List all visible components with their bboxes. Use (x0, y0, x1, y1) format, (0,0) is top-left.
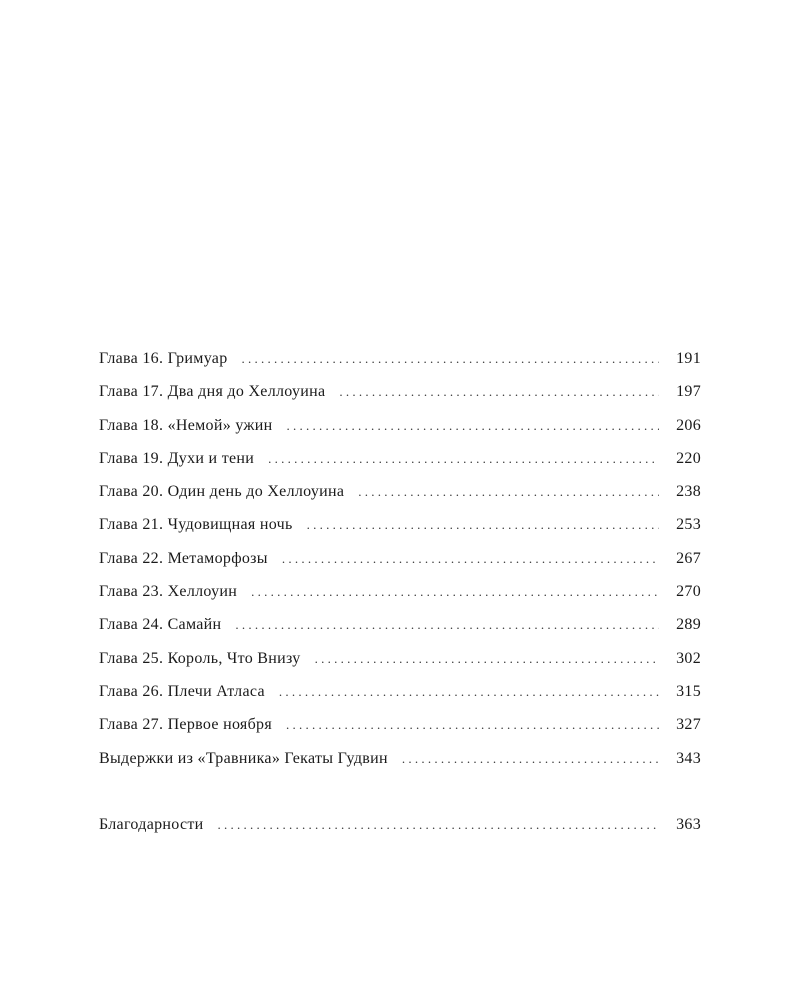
toc-entry-title: Глава 23. Хеллоуин (99, 583, 238, 601)
dot-leader (307, 514, 659, 536)
toc-entry-page: 220 (676, 449, 701, 467)
dot-leader (218, 814, 659, 836)
toc-entry-page: 327 (676, 716, 701, 734)
toc-entry-title: Глава 24. Самайн (99, 616, 222, 634)
toc-entry[interactable] (99, 348, 701, 381)
toc-entry[interactable] (99, 481, 701, 514)
toc-entry-title: Глава 27. Первое ноября (99, 716, 272, 734)
dot-leader (358, 481, 659, 503)
toc-entry-title: Благодарности (99, 815, 204, 833)
dot-leader (279, 681, 659, 703)
toc-entry-page: 267 (676, 549, 701, 567)
toc-entry[interactable] (99, 514, 701, 547)
toc-entry[interactable] (99, 581, 701, 614)
toc-entry[interactable] (99, 814, 701, 847)
dot-leader (402, 748, 659, 770)
toc-entry-page: 302 (676, 649, 701, 667)
toc-entry-title: Глава 19. Духи и тени (99, 449, 255, 467)
dot-leader (268, 448, 659, 470)
toc-entry-title: Глава 26. Плечи Атласа (99, 682, 265, 700)
toc-entry[interactable] (99, 714, 701, 747)
toc-entry-title: Глава 18. «Немой» ужин (99, 416, 273, 434)
dot-leader (251, 581, 659, 603)
toc-entry[interactable] (99, 548, 701, 581)
toc-entry-page: 343 (676, 749, 701, 767)
toc-entry-page: 191 (676, 350, 701, 367)
toc-entry-title: Глава 16. Гримуар (99, 350, 228, 367)
dot-leader (315, 648, 659, 670)
toc-entry[interactable] (99, 748, 701, 781)
toc-entry[interactable] (99, 614, 701, 647)
toc-entry-page: 206 (676, 416, 701, 434)
dot-leader (235, 614, 659, 636)
dot-leader (287, 415, 660, 437)
toc-entry[interactable] (99, 648, 701, 681)
toc-entry-title: Глава 17. Два дня до Хеллоуина (99, 383, 326, 401)
toc-entry[interactable] (99, 415, 701, 448)
table-of-contents (99, 348, 701, 847)
toc-entry-title: Глава 21. Чудовищная ночь (99, 516, 293, 534)
toc-entry-page: 270 (676, 583, 701, 601)
toc-entry-page: 253 (676, 516, 701, 534)
toc-entry-page: 197 (676, 383, 701, 401)
toc-entry-title: Выдержки из «Травника» Гекаты Гудвин (99, 749, 388, 767)
toc-entry-page: 315 (676, 682, 701, 700)
dot-leader (339, 381, 659, 403)
toc-entry-title: Глава 20. Один день до Хеллоуина (99, 483, 345, 501)
dot-leader (242, 348, 660, 370)
toc-entry-page: 238 (676, 483, 701, 501)
toc-entry-page: 363 (676, 815, 701, 833)
toc-entry[interactable] (99, 681, 701, 714)
toc-entry[interactable] (99, 448, 701, 481)
dot-leader (282, 548, 659, 570)
toc-entry-title: Глава 22. Метаморфозы (99, 549, 268, 567)
toc-entry[interactable] (99, 381, 701, 414)
toc-entry-page: 289 (676, 616, 701, 634)
dot-leader (286, 714, 659, 736)
toc-entry-title: Глава 25. Король, Что Внизу (99, 649, 301, 667)
